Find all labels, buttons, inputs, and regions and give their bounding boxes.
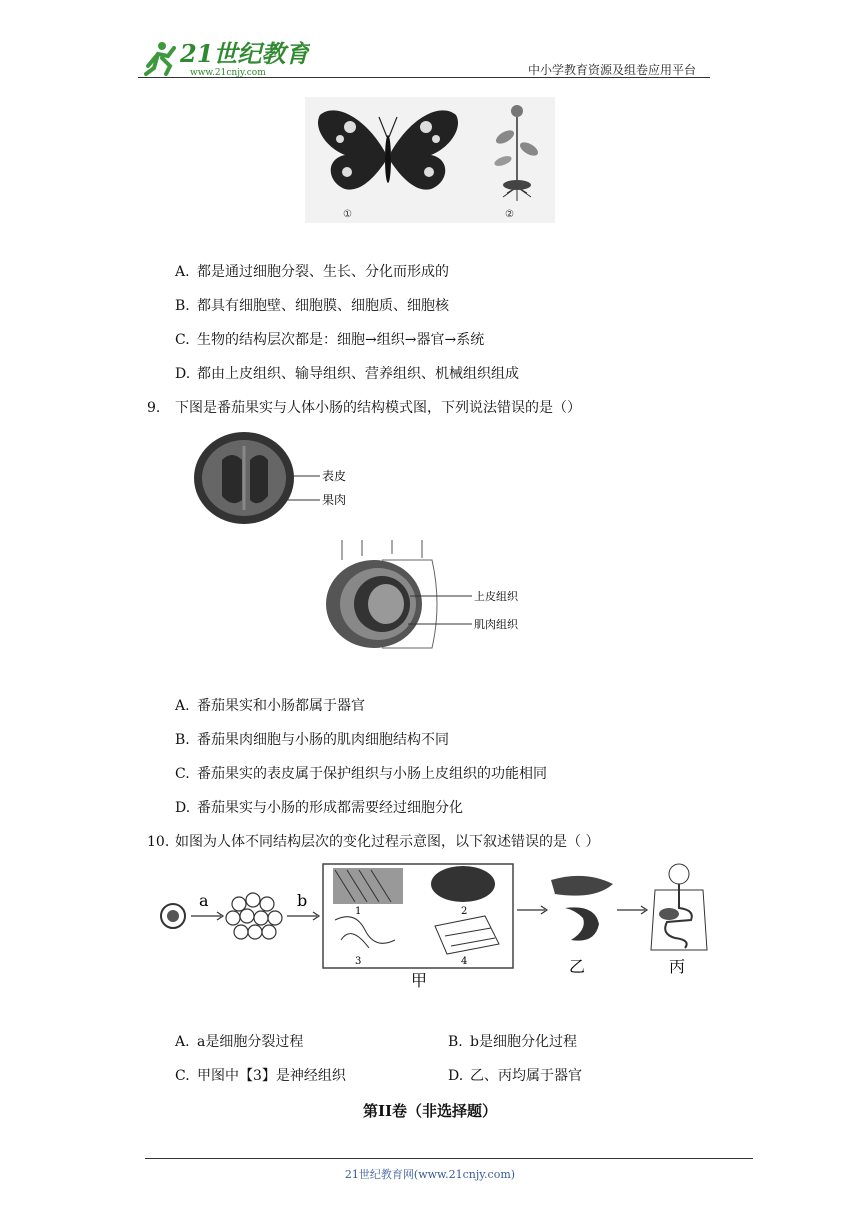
q10-stem <box>147 832 599 852</box>
site-logo <box>140 36 310 80</box>
q8-option-a <box>175 262 449 282</box>
intestine-label-epithelium: 上皮组织 <box>474 590 518 603</box>
q9-option-a <box>175 696 365 716</box>
tissue-number-2: 2 <box>461 906 468 917</box>
q8-option-d <box>175 364 519 384</box>
q9-option-d <box>175 798 463 818</box>
q10-option-a <box>175 1032 303 1052</box>
logo-text: 21世纪教育 <box>180 39 310 68</box>
option-key: C. <box>175 1068 190 1084</box>
fig8-label-2: ② <box>505 209 514 220</box>
tissue-number-1: 1 <box>355 906 362 917</box>
q9-option-b <box>175 730 449 750</box>
tomato-figure <box>192 430 372 528</box>
organ-yi-image <box>551 876 613 941</box>
option-text: b是细胞分化过程 <box>470 1034 577 1050</box>
option-text: 乙、丙均属于器官 <box>470 1068 582 1084</box>
option-key: C. <box>175 766 190 782</box>
option-key: A. <box>175 264 190 280</box>
logo-url: www.21cnjy.com <box>190 68 266 78</box>
option-text: 都是通过细胞分裂、生长、分化而形成的 <box>197 264 449 280</box>
tissue-number-4: 4 <box>461 956 468 967</box>
q9-stem <box>147 398 581 418</box>
option-key: B. <box>448 1034 463 1050</box>
option-text: a是细胞分裂过程 <box>197 1034 304 1050</box>
cell-cluster-image <box>226 893 282 939</box>
tomato-label-flesh: 果肉 <box>322 493 347 507</box>
option-text: 生物的结构层次都是：细胞→组织→器官→系统 <box>197 332 485 348</box>
question-text: 下图是番茄果实与人体小肠的结构模式图，下列说法错误的是（） <box>175 400 581 416</box>
option-key: A. <box>175 698 190 714</box>
question-text: 如图为人体不同结构层次的变化过程示意图，以下叙述错误的是（ ） <box>175 834 600 850</box>
label-bing: 丙 <box>669 957 686 976</box>
option-key: D. <box>448 1068 464 1084</box>
option-key: C. <box>175 332 190 348</box>
footer-divider <box>145 1158 753 1159</box>
header-platform-text: 中小学教育资源及组卷应用平台 <box>528 63 697 77</box>
q10-option-b <box>448 1032 577 1052</box>
header-divider <box>138 77 710 78</box>
option-key: A. <box>175 1034 190 1050</box>
intestine-figure <box>322 540 542 652</box>
option-text: 番茄果实和小肠都属于器官 <box>197 698 365 714</box>
label-b: b <box>297 891 308 910</box>
q10-figure <box>155 860 715 990</box>
q10-option-d <box>448 1066 582 1086</box>
option-text: 都由上皮组织、输导组织、营养组织、机械组织组成 <box>197 366 519 382</box>
label-a: a <box>199 891 209 910</box>
label-jia: 甲 <box>411 971 428 990</box>
option-text: 番茄果实与小肠的形成都需要经过细胞分化 <box>197 800 463 816</box>
single-cell-image <box>161 904 185 928</box>
option-key: B. <box>175 298 190 314</box>
option-text: 番茄果实的表皮属于保护组织与小肠上皮组织的功能相同 <box>197 766 547 782</box>
question-number: 9. <box>147 400 161 416</box>
option-text: 番茄果肉细胞与小肠的肌肉细胞结构不同 <box>197 732 449 748</box>
label-yi: 乙 <box>569 957 586 976</box>
q8-option-c <box>175 330 484 350</box>
q8-option-b <box>175 296 449 316</box>
intestine-label-muscle: 肌肉组织 <box>474 618 518 631</box>
digestive-system-image <box>651 864 707 950</box>
option-key: B. <box>175 732 190 748</box>
q9-option-c <box>175 764 547 784</box>
footer-link[interactable]: 21世纪教育网(www.21cnjy.com) <box>344 1168 516 1181</box>
tissue-number-3: 3 <box>355 956 362 967</box>
tomato-label-epidermis: 表皮 <box>322 469 347 483</box>
section-title: 第II卷（非选择题） <box>362 1102 498 1120</box>
fig8-label-1: ① <box>343 209 352 220</box>
option-text: 都具有细胞壁、细胞膜、细胞质、细胞核 <box>197 298 449 314</box>
q8-figure <box>305 97 555 223</box>
q10-option-c <box>175 1066 346 1086</box>
question-number: 10. <box>147 834 170 850</box>
option-text: 甲图中【3】是神经组织 <box>197 1068 346 1084</box>
option-key: D. <box>175 800 191 816</box>
runner-icon <box>146 42 174 74</box>
tissue-box-jia <box>323 864 513 968</box>
option-key: D. <box>175 366 191 382</box>
